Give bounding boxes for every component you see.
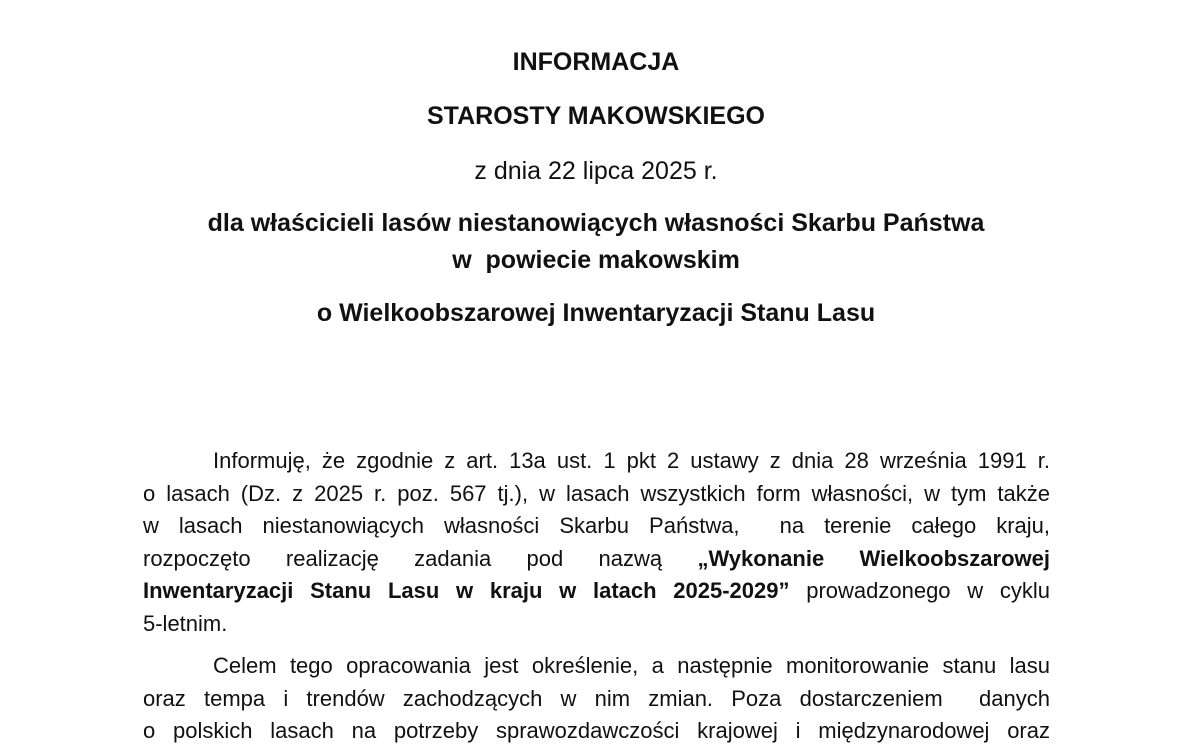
document-recipients-line-2: w powiecie makowskim — [452, 246, 740, 274]
paragraph-1-line-4-plain: rozpoczęto realizację zadania pod nazwą — [143, 545, 698, 571]
document-issuer: STAROSTY MAKOWSKIEGO — [427, 102, 765, 130]
paragraph-1-line-5 — [143, 575, 1050, 608]
document-title: INFORMACJA — [512, 48, 680, 76]
paragraph-2-line-3: o polskich lasach na potrzeby sprawozdawczości krajowej i międzynarodowej oraz — [143, 718, 1050, 743]
paragraph-2-line-1: Celem tego opracowania jest określenie, a następnie monitorowanie stanu lasu — [213, 653, 1050, 678]
paragraph-2 — [143, 650, 1050, 748]
paragraph-1-line-5-plain: prowadzonego w cyklu — [789, 578, 1050, 603]
paragraph-1-line-1: Informuję, że zgodnie z art. 13a ust. 1 pkt 2 ustawy z dnia 28 września 1991 r. — [213, 448, 1050, 473]
paragraph-1-line-3: w lasach niestanowiących własności Skarbu Państwa, na terenie całego kraju, — [143, 513, 1050, 538]
paragraph-1-line-6: 5-letnim. — [143, 610, 228, 636]
paragraph-2-line-2: oraz tempa i trendów zachodzących w nim zmian. Poza dostarczeniem danych — [143, 685, 1050, 711]
document-recipients-line-1: dla właścicieli lasów niestanowiących własności Skarbu Państwa — [207, 209, 985, 237]
document-subject: o Wielkoobszarowej Inwentaryzacji Stanu Lasu — [316, 299, 876, 327]
document-date: z dnia 22 lipca 2025 r. — [474, 157, 718, 185]
paragraph-1-line-4 — [143, 543, 1050, 576]
task-name-part-2: Inwentaryzacji Stanu Lasu w kraju w latach 2025-2029” — [143, 578, 790, 603]
task-name-part-1: „Wykonanie Wielkoobszarowej — [697, 545, 1050, 571]
paragraph-1 — [143, 445, 1050, 640]
paragraph-1-line-2: o lasach (Dz. z 2025 r. poz. 567 tj.), w lasach wszystkich form własności, w tym także — [143, 480, 1050, 506]
